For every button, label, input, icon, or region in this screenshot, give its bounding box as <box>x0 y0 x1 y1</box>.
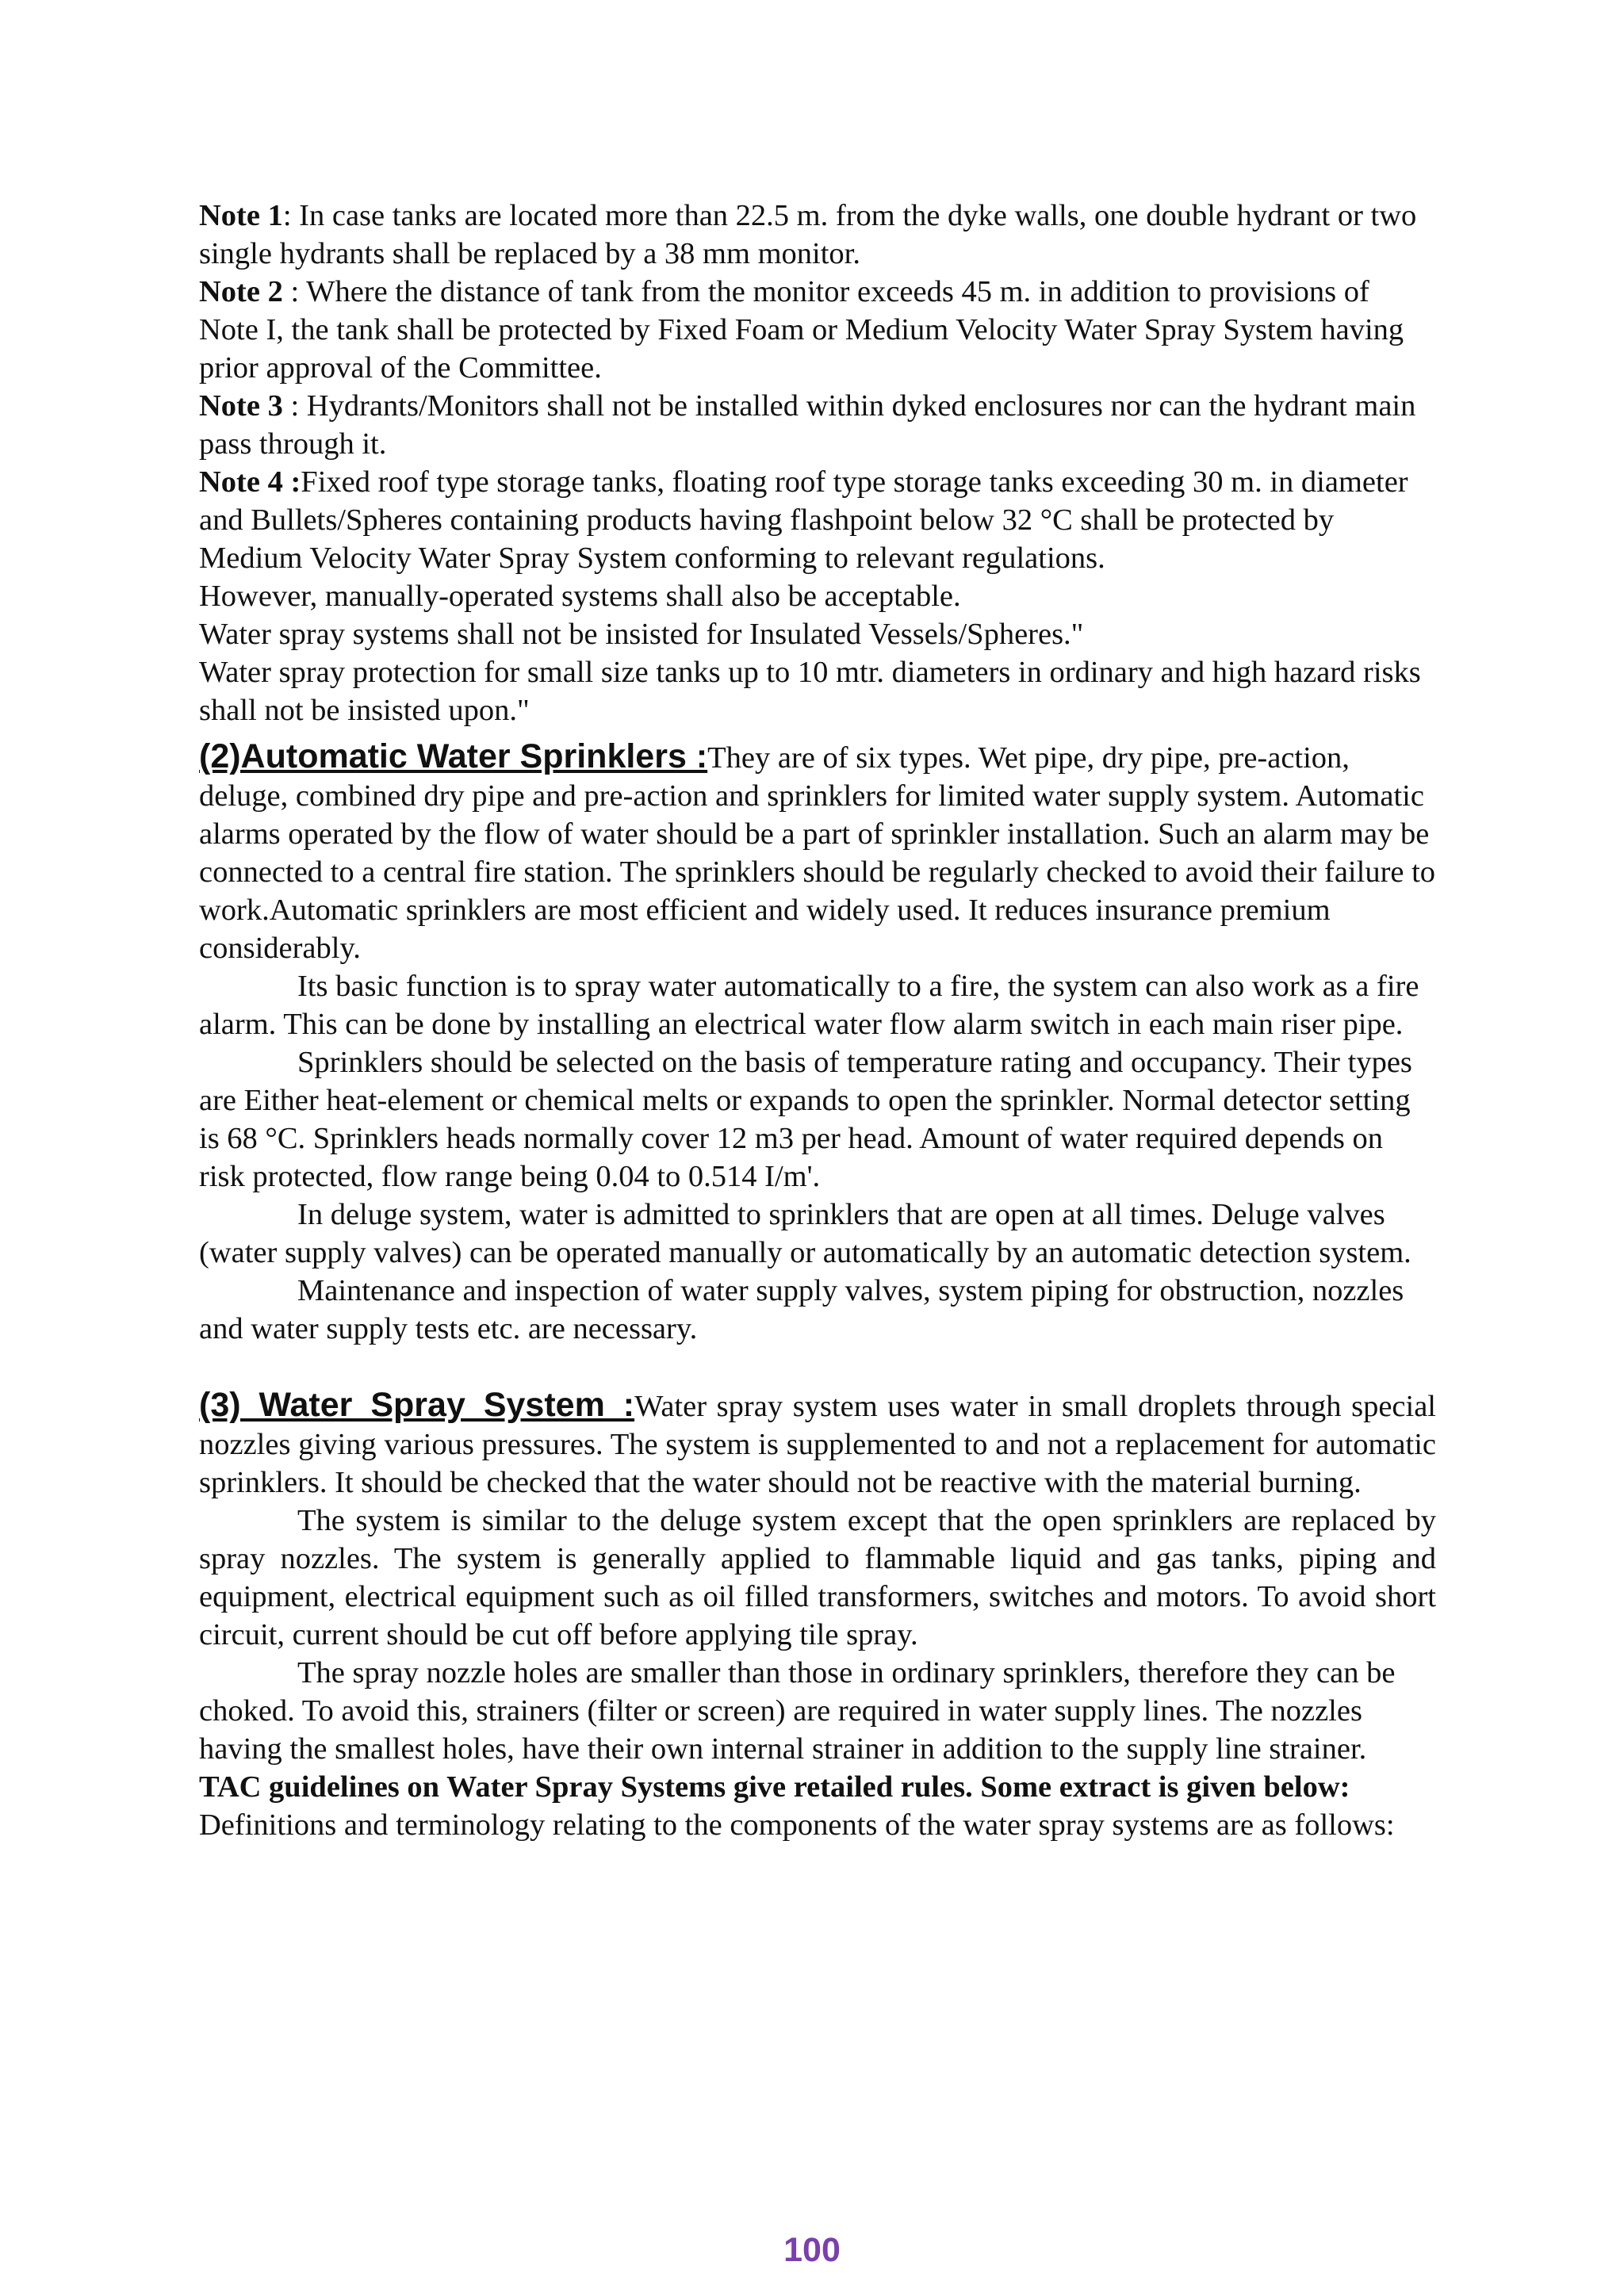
note-line: Water spray systems shall not be insisted for Insulated Vessels/Spheres." <box>199 618 1084 651</box>
spray-intro-text: Water spray system uses water in small droplets through special nozzles giving various pressures. The system is supplemented to and not a replacement for automatic sprinklers. It should be checked that the water should not be reactive with the material burning. <box>199 1390 1436 1499</box>
note-separator: : <box>282 199 300 232</box>
page-content <box>199 197 1436 1844</box>
note-text: Where the distance of tank from the monitor exceeds 45 m. in addition to provisions of Note I, the tank shall be protected by Fixed Foam or Medium Velocity Water Spray System having prior approval of the Committee. <box>199 275 1404 385</box>
section-gap <box>199 1348 1436 1386</box>
note-2 <box>199 273 1436 387</box>
note-label: Note 2 <box>199 275 283 308</box>
sprinklers-paragraph: Sprinklers should be selected on the basis of temperature rating and occupancy. Their types are Either heat-element or chemical melts or expands to open the sprinkler. Normal detector setting is 68 °C. Sprinklers heads normally cover 12 m3 per head. Amount of water required depends on risk protected, flow range being 0.04 to 0.514 I/m'. <box>199 1046 1412 1193</box>
tac-heading: TAC guidelines on Water Spray Systems give retailed rules. Some extract is given below: <box>199 1770 1350 1804</box>
note-1 <box>199 197 1436 273</box>
note-3 <box>199 387 1436 463</box>
sprinklers-intro <box>199 737 1436 967</box>
spray-paragraph: The system is similar to the deluge system except that the open sprinklers are replaced by spray nozzles. The system is generally applied to flammable liquid and gas tanks, piping and equipment, electrical equipment such as oil filled transformers, switches and motors. To avoid short circuit, current should be cut off before applying tile spray. <box>199 1504 1436 1651</box>
note-line: However, manually-operated systems shall also be acceptable. <box>199 580 961 613</box>
note-text: Hydrants/Monitors shall not be installed within dyked enclosures nor can the hydrant main pass through it. <box>199 389 1416 461</box>
note-text: Fixed roof type storage tanks, floating roof type storage tanks exceeding 30 m. in diameter and Bullets/Spheres containing products having flashpoint below 32 °C shall be protected by Medium Velocity Water Spray System conforming to relevant regulations. <box>199 465 1408 575</box>
sprinklers-paragraph: In deluge system, water is admitted to sprinklers that are open at all times. Deluge valves (water supply valves) can be operated manually or automatically by an automatic detection system. <box>199 1198 1411 1269</box>
page-number: 100 <box>783 2231 841 2269</box>
sprinklers-heading: (2)Automatic Water Sprinklers : <box>199 737 708 775</box>
spray-heading: (3) Water Spray System : <box>199 1386 635 1424</box>
note-separator: : <box>282 389 307 423</box>
note-label: Note 3 <box>199 389 283 423</box>
note-label: Note 4 : <box>199 465 301 499</box>
note-label: Note 1 <box>199 199 283 232</box>
note-4 <box>199 463 1436 577</box>
note-line: Water spray protection for small size tanks up to 10 mtr. diameters in ordinary and high hazard risks shall not be insisted upon." <box>199 656 1421 727</box>
sprinklers-paragraph: Maintenance and inspection of water supply valves, system piping for obstruction, nozzles and water supply tests etc. are necessary. <box>199 1274 1404 1345</box>
spray-paragraph: The spray nozzle holes are smaller than those in ordinary sprinklers, therefore they can be choked. To avoid this, strainers (filter or screen) are required in water supply lines. The nozzles having the smallest holes, have their own internal strainer in addition to the supply line strainer. <box>199 1656 1396 1766</box>
note-separator: : <box>282 275 307 308</box>
note-text: In case tanks are located more than 22.5 m. from the dyke walls, one double hydrant or two single hydrants shall be replaced by a 38 mm monitor. <box>199 199 1417 270</box>
spray-intro <box>199 1386 1436 1502</box>
sprinklers-intro-text: They are of six types. Wet pipe, dry pipe, pre-action, deluge, combined dry pipe and pre-action and sprinklers for limited water supply system. Automatic alarms operated by the flow of water should be a part of sprinkler installation. Such an alarm may be connected to a central fire station. The sprinklers should be regularly checked to avoid their failure to work.Automatic sprinklers are most efficient and widely used. It reduces insurance premium considerably. <box>199 741 1436 965</box>
sprinklers-paragraph: Its basic function is to spray water automatically to a fire, the system can also work as a fire alarm. This can be done by installing an electrical water flow alarm switch in each main riser pipe. <box>199 970 1419 1041</box>
definitions-text: Definitions and terminology relating to the components of the water spray systems are as follows: <box>199 1808 1395 1842</box>
